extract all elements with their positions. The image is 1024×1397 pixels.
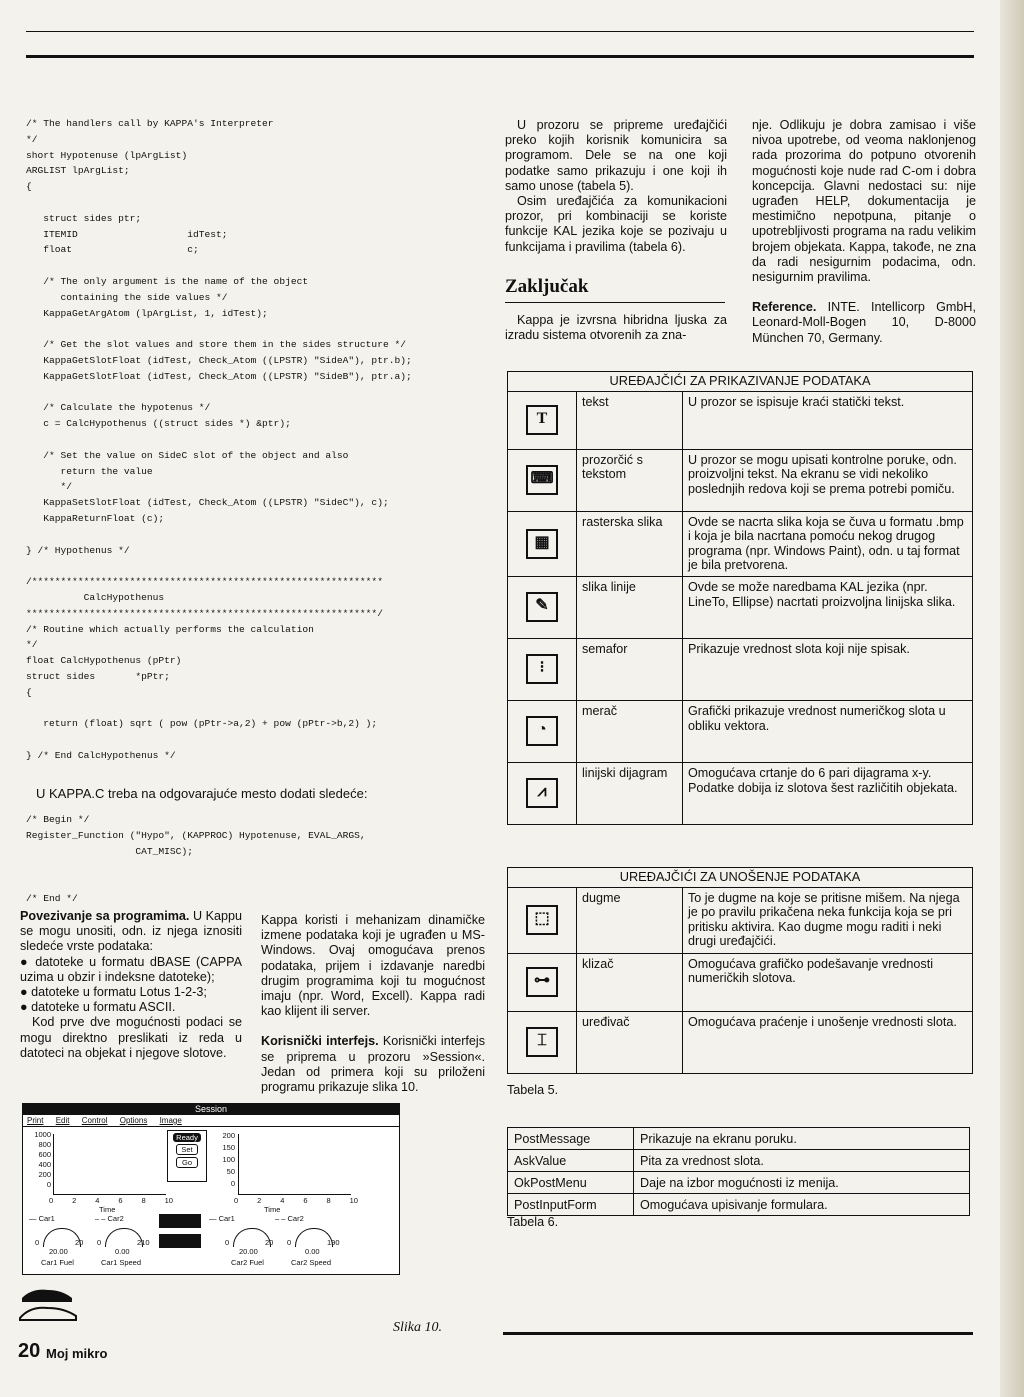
- top-rule: [26, 31, 974, 32]
- session-title-bar: Session: [23, 1104, 399, 1115]
- typewriter-icon: ⌨: [526, 465, 558, 495]
- car-icon: [18, 1284, 78, 1324]
- y-tick-label: 1000: [34, 1130, 51, 1139]
- x-tick-label: 8: [141, 1196, 146, 1205]
- list-item: ● datoteke u formatu ASCII.: [20, 1000, 242, 1015]
- table-row: [508, 1011, 973, 1073]
- table-row: [508, 1172, 970, 1194]
- menu-item-edit[interactable]: Edit: [55, 1116, 70, 1125]
- display-box: [159, 1234, 201, 1248]
- gauge-max: 20: [75, 1238, 84, 1247]
- widget-description: Omogućava grafičko podešavanje vrednosti numeričkih slotova.: [683, 953, 973, 1011]
- x-tick-label: 10: [349, 1196, 358, 1205]
- table-row: [508, 638, 973, 700]
- editor-icon: ⌶: [526, 1027, 558, 1057]
- table-row: [508, 700, 973, 762]
- gauge-min: 0: [35, 1238, 40, 1247]
- go-button[interactable]: Go: [176, 1157, 198, 1168]
- traffic-light-icon: ⁝: [526, 654, 558, 684]
- widget-name: tekst: [577, 391, 683, 449]
- table-row: [508, 762, 973, 824]
- paragraph: U Kappu se mogu unositi, odn. iz njega iznositi sledeće vrste podataka:: [20, 909, 243, 954]
- function-name: PostMessage: [508, 1128, 634, 1150]
- top-rule-thick: [26, 55, 974, 58]
- line-chart-icon: ⩘: [526, 778, 558, 808]
- x-tick-label: 4: [95, 1196, 100, 1205]
- x-axis-label: Time: [99, 1205, 116, 1214]
- y-tick-label: 400: [38, 1160, 51, 1169]
- legend-car1: — Car1: [29, 1214, 55, 1223]
- slider-icon: ⊶: [526, 967, 558, 997]
- x-axis-label: Time: [264, 1205, 281, 1214]
- widget-description: Ovde se može naredbama KAL jezika (npr. LineTo, Ellipse) nacrtati proizvoljna linijska slika.: [683, 576, 973, 638]
- y-tick-label: 200: [38, 1170, 51, 1179]
- buttons-panel: [167, 1130, 207, 1182]
- widget-name: linijski dijagram: [577, 762, 683, 824]
- right-line-chart-plot: [238, 1134, 351, 1195]
- y-tick-label: 50: [226, 1167, 235, 1176]
- widget-name: slika linije: [577, 576, 683, 638]
- function-name: AskValue: [508, 1150, 634, 1172]
- magazine-name: Moj mikro: [46, 1346, 108, 1361]
- gauge-label: Car1 Speed: [101, 1258, 142, 1267]
- legend-car2: – – Car2: [95, 1214, 124, 1223]
- paragraph: U prozoru se pripreme uređajčići preko kojih korisnik komunicira sa programom. Dele se na one koji podatke samo prikazuju i one koji ih samo unose (tabela 5).: [505, 118, 727, 193]
- reference-label: Reference.: [752, 300, 817, 315]
- y-tick-label: 200: [222, 1131, 235, 1140]
- column-1: [20, 909, 242, 1061]
- menu-item-print[interactable]: Print: [27, 1116, 44, 1125]
- function-description: Pita za vrednost slota.: [634, 1150, 970, 1172]
- table-caption: Tabela 6.: [507, 1215, 559, 1229]
- widget-name: merač: [577, 700, 683, 762]
- list-item: ● datoteke u formatu Lotus 1-2-3;: [20, 985, 242, 1000]
- paragraph: nje. Odlikuju je dobra zamisao i više nivoa upotrebe, od veoma naklonjenog rada prozorima do potpuno otvorenih mogućnosti koje nude rad C-om i dobra koncepcija. Glavni nedostaci su: nije ugrađen HELP, dokumentacija je mestimično nepotpuna, pitanje o upotrebljivosti programa na radu velikim brojem objekata. Kappa, takođe, ne zna da radi nesigurnim podacima, odn. nesigurnim pravilima.: [752, 118, 976, 285]
- list-item: ● datoteke u formatu dBASE (CAPPA uzima u obzir i indeksne datoteke);: [20, 955, 242, 985]
- y-tick-label: 0: [46, 1180, 51, 1189]
- section-heading: Korisnički interfejs.: [261, 1034, 379, 1049]
- gauge-max: 20: [265, 1238, 274, 1247]
- table-row: [508, 511, 973, 576]
- menu-item-image[interactable]: Image: [159, 1116, 182, 1125]
- x-tick-label: 0: [234, 1196, 239, 1205]
- session-menu-bar: [23, 1115, 399, 1127]
- raster-image-icon: ▦: [526, 529, 558, 559]
- gauge-max: 190: [327, 1238, 340, 1247]
- table-header: UREĐAJČIĆI ZA UNOŠENJE PODATAKA: [508, 868, 973, 888]
- page-number: 20: [18, 1340, 41, 1362]
- table-row: [508, 887, 973, 953]
- widget-description: U prozor se ispisuje kraći statički tekst.: [683, 391, 973, 449]
- function-name: PostInputForm: [508, 1194, 634, 1216]
- x-tick-label: 2: [257, 1196, 262, 1205]
- legend-car1: — Car1: [209, 1214, 235, 1223]
- paragraph: Kod prve dve mogućnosti podaci se mogu direktno preslikati iz reda u datoteci na objekat i njegove slotove.: [20, 1015, 242, 1060]
- x-tick-label: 6: [118, 1196, 123, 1205]
- function-description: Daje na izbor mogućnosti iz menija.: [634, 1172, 970, 1194]
- button-cursor-icon: ⬚: [526, 905, 558, 935]
- set-button[interactable]: Set: [176, 1144, 198, 1155]
- widget-description: Omogućava crtanje do 6 pari dijagrama x-y. Podatke dobija iz slotova šest različitih objekata.: [683, 762, 973, 824]
- page-edge: [1000, 0, 1024, 1397]
- right-y-tick-labels: [215, 1130, 235, 1190]
- pencil-line-icon: ✎: [526, 592, 558, 622]
- function-description: Omogućava upisivanje formulara.: [634, 1194, 970, 1216]
- widget-description: To je dugme na koje se pritisne mišem. Na njega je po pravilu prikačena neka funkcija koja se pri pritisku aktivira. Kao dugme mogu raditi i neki drugi uređajčići.: [683, 887, 973, 953]
- table-row: [508, 391, 973, 449]
- column-4: [752, 118, 976, 346]
- table-row: [508, 449, 973, 511]
- left-x-tick-labels: [49, 1196, 173, 1205]
- x-tick-label: 8: [326, 1196, 331, 1205]
- column-3: [505, 118, 727, 255]
- y-tick-label: 150: [222, 1143, 235, 1152]
- x-tick-label: 0: [49, 1196, 54, 1205]
- gauge-value: 20.00: [49, 1247, 68, 1256]
- paragraph: Kappa koristi i mehanizam dinamičke izmene podataka koji je ugrađen u MS-Windows. Ovaj omogućava prenos podataka, prijem i izdavanje naredbi drugim programima koji tu mogućnost imaju (npr. Word, Excell). Kappa radi kao klijent ili server.: [261, 913, 485, 1019]
- gauge-label: Car2 Fuel: [231, 1258, 264, 1267]
- table-row: [508, 1194, 970, 1216]
- heading-rule: [505, 302, 725, 303]
- table-header: UREĐAJČIĆI ZA PRIKAZIVANJE PODATAKA: [508, 372, 973, 392]
- input-widgets-table: [507, 867, 973, 1074]
- table-row: [508, 1128, 970, 1150]
- reference-text: INTE. Intellicorp GmbH, Leonard-Moll-Bogen 10, D-8000 München 70, Germany.: [752, 300, 977, 345]
- right-x-tick-labels: [234, 1196, 358, 1205]
- widget-description: Grafički prikazuje vrednost numeričkog slota u obliku vektora.: [683, 700, 973, 762]
- table-row: [508, 1150, 970, 1172]
- widget-name: klizač: [577, 953, 683, 1011]
- section-heading: Povezivanje sa programima.: [20, 909, 190, 923]
- display-widgets-table: [507, 371, 973, 825]
- gauge-value: 0.00: [305, 1247, 320, 1256]
- gauge-value: 20.00: [239, 1247, 258, 1256]
- menu-item-control[interactable]: Control: [81, 1116, 108, 1125]
- gauge-icon: ◔: [526, 716, 558, 746]
- widget-name: rasterska slika: [577, 511, 683, 576]
- widget-name: uređivač: [577, 1011, 683, 1073]
- widget-description: Prikazuje vrednost slota koji nije spisak.: [683, 638, 973, 700]
- gauge-value: 0.00: [115, 1247, 130, 1256]
- paragraph: Korisnički interfejs se priprema u prozoru »Session«. Jedan od primera koji su priloženi programu prikazuje slika 10.: [261, 1034, 486, 1095]
- left-y-tick-labels: [29, 1130, 51, 1190]
- gauge-min: 0: [97, 1238, 102, 1247]
- conclusion-heading: Zaključak: [505, 276, 589, 297]
- y-tick-label: 600: [38, 1150, 51, 1159]
- column-2: [261, 913, 485, 1095]
- x-tick-label: 4: [280, 1196, 285, 1205]
- gauge-label: Car1 Fuel: [41, 1258, 74, 1267]
- kal-functions-table: [507, 1127, 970, 1216]
- paragraph: Osim uređajčića za komunikacioni prozor, pri kombinaciji se koriste funkcije KAL jezika koje se pozivaju u funkcijama i pravilima (tabela 6).: [505, 194, 727, 254]
- x-tick-label: 10: [164, 1196, 173, 1205]
- gauge-min: 0: [225, 1238, 230, 1247]
- x-tick-label: 2: [72, 1196, 77, 1205]
- figure-caption: Slika 10.: [393, 1320, 442, 1335]
- widget-name: prozorčić s tekstom: [577, 449, 683, 511]
- gauge-max: 210: [137, 1238, 150, 1247]
- session-window-screenshot: [22, 1103, 400, 1275]
- menu-item-options[interactable]: Options: [119, 1116, 148, 1125]
- widget-name: dugme: [577, 887, 683, 953]
- table-row: [508, 576, 973, 638]
- gauge-min: 0: [287, 1238, 292, 1247]
- widget-description: Ovde se nacrta slika koja se čuva u formatu .bmp i koja je bila nacrtana pomoću nekog drugog programa (npr. Windows Paint), odn. u taj format je bila pretvorena.: [683, 511, 973, 576]
- conclusion-text: [505, 313, 727, 343]
- table-caption: Tabela 5.: [507, 1083, 559, 1097]
- table-row: [508, 953, 973, 1011]
- c-code-registration: /* Begin */ Register_Function ("Hypo", (KAPPROC) Hypotenuse, EVAL_ARGS, CAT_MISC); /* End */: [26, 814, 366, 904]
- x-tick-label: 6: [303, 1196, 308, 1205]
- widget-description: Omogućava praćenje i unošenje vrednosti slota.: [683, 1011, 973, 1073]
- y-tick-label: 800: [38, 1140, 51, 1149]
- ready-button[interactable]: Ready: [173, 1133, 201, 1142]
- function-name: OkPostMenu: [508, 1172, 634, 1194]
- c-code-listing: /* The handlers call by KAPPA's Interpreter */ short Hypotenuse (lpArgList) ARGLIST lpArgList; { struct sides ptr; ITEMID idTest; float c; /* The only argument is the name of the object containing the side values */ KappaGetArgAtom (lpArgList, 1, idTest); /* Get the slot values and store them in the sides structure */ KappaGetSlotFloat (idTest, Check_Atom ((LPSTR) "SideA"), ptr.b); KappaGetSlotFloat (idTest, Check_Atom ((LPSTR) "SideB"), ptr.a); /* Calculate the hypotenus */ c = CalcHypothenus ((struct sides *) &ptr); /* Set the value on SideC slot of the object and also return the value */ KappaSetSlotFloat (idTest, Check_Atom ((LPSTR) "SideC"), c); KappaReturnFloat (c); } /* Hypothenus */ /************************************************************* CalcHypothenus *************************************************************/ /* Routine which actually performs the calculation */ float CalcHypothenus (pPtr) struct sides *pPtr; { return (float) sqrt ( pow (pPtr->a,2) + pow (pPtr->b,2) ); } /* End CalcHypothenus */: [26, 118, 412, 761]
- y-tick-label: 0: [230, 1179, 235, 1188]
- widget-description: U prozor se mogu upisati kontrolne poruke, odn. proizvoljni tekst. Na ekranu se vidi nekoliko poslednjih redova koji se prema potrebi pomiču.: [683, 449, 973, 511]
- function-description: Prikazuje na ekranu poruku.: [634, 1128, 970, 1150]
- legend-car2: – – Car2: [275, 1214, 304, 1223]
- widget-name: semafor: [577, 638, 683, 700]
- paragraph: Kappa je izvrsna hibridna ljuska za izradu sistema otvorenih za zna-: [505, 313, 727, 343]
- display-box: [159, 1214, 201, 1228]
- bottom-rule: [503, 1332, 973, 1335]
- kappa-note: U KAPPA.C treba na odgovarajuće mesto dodati sledeće:: [36, 786, 368, 801]
- text-box-icon: T: [526, 405, 558, 435]
- gauge-label: Car2 Speed: [291, 1258, 332, 1267]
- left-line-chart-plot: [53, 1134, 166, 1195]
- y-tick-label: 100: [222, 1155, 235, 1164]
